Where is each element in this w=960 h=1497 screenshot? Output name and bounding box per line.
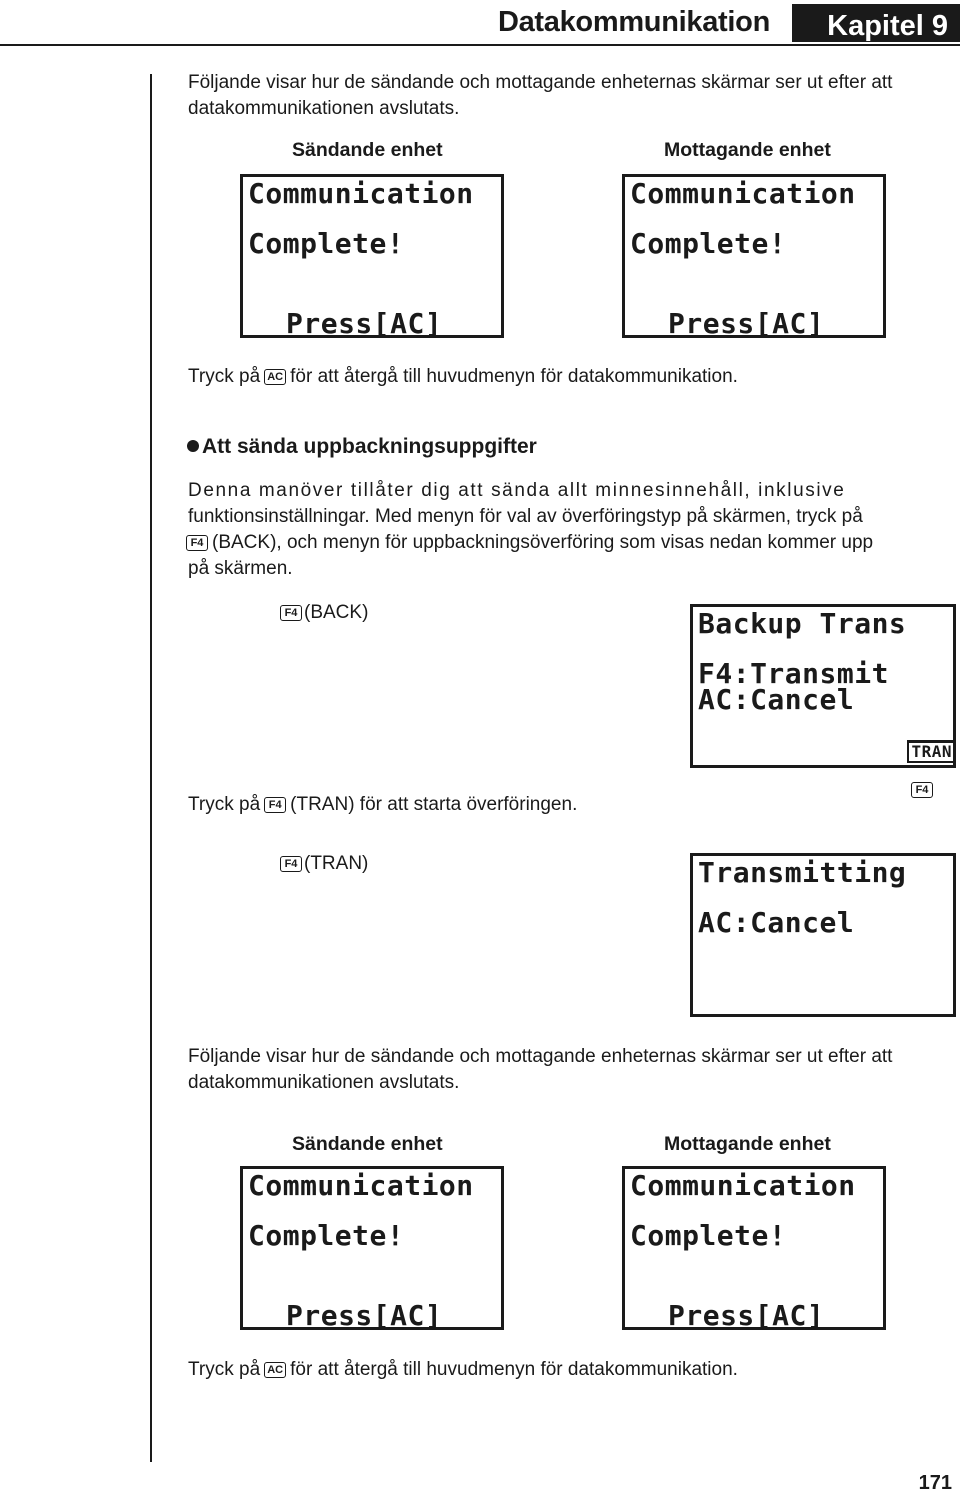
press-f4-post: (TRAN) för att starta överföringen. bbox=[290, 794, 578, 815]
f4-key-icon: F4 bbox=[264, 797, 286, 813]
ac-key-icon: AC bbox=[264, 369, 286, 385]
f4-key-icon: F4 bbox=[911, 782, 933, 798]
screen-line-2: Complete! bbox=[248, 1219, 405, 1252]
step-back-label: (BACK) bbox=[304, 602, 369, 623]
screen-line-3: AC:Cancel bbox=[698, 683, 855, 716]
screen-line-1: Transmitting bbox=[698, 856, 907, 889]
sender-label: Sändande enhet bbox=[292, 1133, 443, 1155]
screen-line-2: Complete! bbox=[630, 227, 787, 260]
f4-key-icon: F4 bbox=[280, 856, 302, 872]
intro-paragraph-2: Följande visar hur de sändande och mottagande enheternas skärmar ser ut efter att datakommunikationen avslutats. bbox=[188, 1046, 893, 1093]
screen-line-1: Communication bbox=[248, 1169, 474, 1202]
page-number: 171 bbox=[918, 1472, 952, 1494]
screen-line-3: Press[AC] bbox=[668, 307, 825, 340]
sender-complete-screen bbox=[240, 1166, 504, 1330]
step-back bbox=[280, 600, 480, 626]
screen-line-1: Backup Trans bbox=[698, 607, 907, 640]
intro-paragraph: Följande visar hur de sändande och mottagande enheternas skärmar ser ut efter att datakommunikationen avslutats. bbox=[188, 72, 893, 119]
screen-line-2: AC:Cancel bbox=[698, 906, 855, 939]
press-ac-pre: Tryck på bbox=[188, 1359, 261, 1380]
backup-trans-screen bbox=[690, 604, 956, 768]
sender-complete-screen bbox=[240, 174, 504, 338]
screen-line-2: Complete! bbox=[630, 1219, 787, 1252]
section-body-line-4: på skärmen. bbox=[188, 558, 293, 579]
step-tran bbox=[280, 851, 480, 877]
header-rule bbox=[0, 44, 960, 46]
ac-key-icon: AC bbox=[264, 1362, 286, 1378]
tran-function-key: TRAN bbox=[907, 740, 956, 763]
receiver-label: Mottagande enhet bbox=[664, 139, 831, 161]
press-ac-pre: Tryck på bbox=[188, 366, 261, 387]
f4-key-icon: F4 bbox=[280, 605, 302, 621]
press-f4-instruction bbox=[188, 792, 956, 818]
receiver-label: Mottagande enhet bbox=[664, 1133, 831, 1155]
screen-line-2: Complete! bbox=[248, 227, 405, 260]
bullet-icon bbox=[187, 440, 199, 452]
screen-line-1: Communication bbox=[630, 1169, 856, 1202]
screen-line-3: Press[AC] bbox=[286, 307, 443, 340]
screen-line-1: Communication bbox=[248, 177, 474, 210]
margin-line bbox=[150, 74, 152, 1462]
press-ac-instruction bbox=[188, 1357, 956, 1383]
press-ac-post: för att återgå till huvudmenyn för datakommunikation. bbox=[290, 366, 738, 387]
screen-line-2: F4:Transmit bbox=[698, 657, 889, 690]
receiver-complete-screen bbox=[622, 1166, 886, 1330]
screen-line-1: Communication bbox=[630, 177, 856, 210]
press-ac-post: för att återgå till huvudmenyn för datakommunikation. bbox=[290, 1359, 738, 1380]
press-ac-instruction bbox=[188, 364, 956, 390]
screen-line-3: Press[AC] bbox=[286, 1299, 443, 1332]
section-body-line-3-text: (BACK), och menyn för uppbackningsöverföring som visas nedan kommer upp bbox=[212, 532, 874, 553]
section-body-line-1: Denna manöver tillåter dig att sända allt minnesinnehåll, inklusive bbox=[188, 480, 846, 501]
step-tran-label: (TRAN) bbox=[304, 853, 369, 874]
chapter-badge bbox=[792, 4, 960, 42]
receiver-complete-screen bbox=[622, 174, 886, 338]
sender-label: Sändande enhet bbox=[292, 139, 443, 161]
section-heading-text: Att sända uppbackningsuppgifter bbox=[202, 435, 537, 458]
chapter-title: Datakommunikation bbox=[497, 6, 770, 38]
screen-line-3: Press[AC] bbox=[668, 1299, 825, 1332]
section-heading bbox=[187, 435, 537, 459]
transmitting-screen bbox=[690, 853, 956, 1017]
f4-key-icon: F4 bbox=[186, 535, 208, 551]
section-body-line-2: funktionsinställningar. Med menyn för val av överföringstyp på skärmen, tryck på bbox=[188, 506, 863, 527]
press-f4-pre: Tryck på bbox=[188, 794, 261, 815]
chapter-label: Kapitel 9 bbox=[827, 10, 948, 42]
section-body-line-3 bbox=[186, 530, 954, 556]
